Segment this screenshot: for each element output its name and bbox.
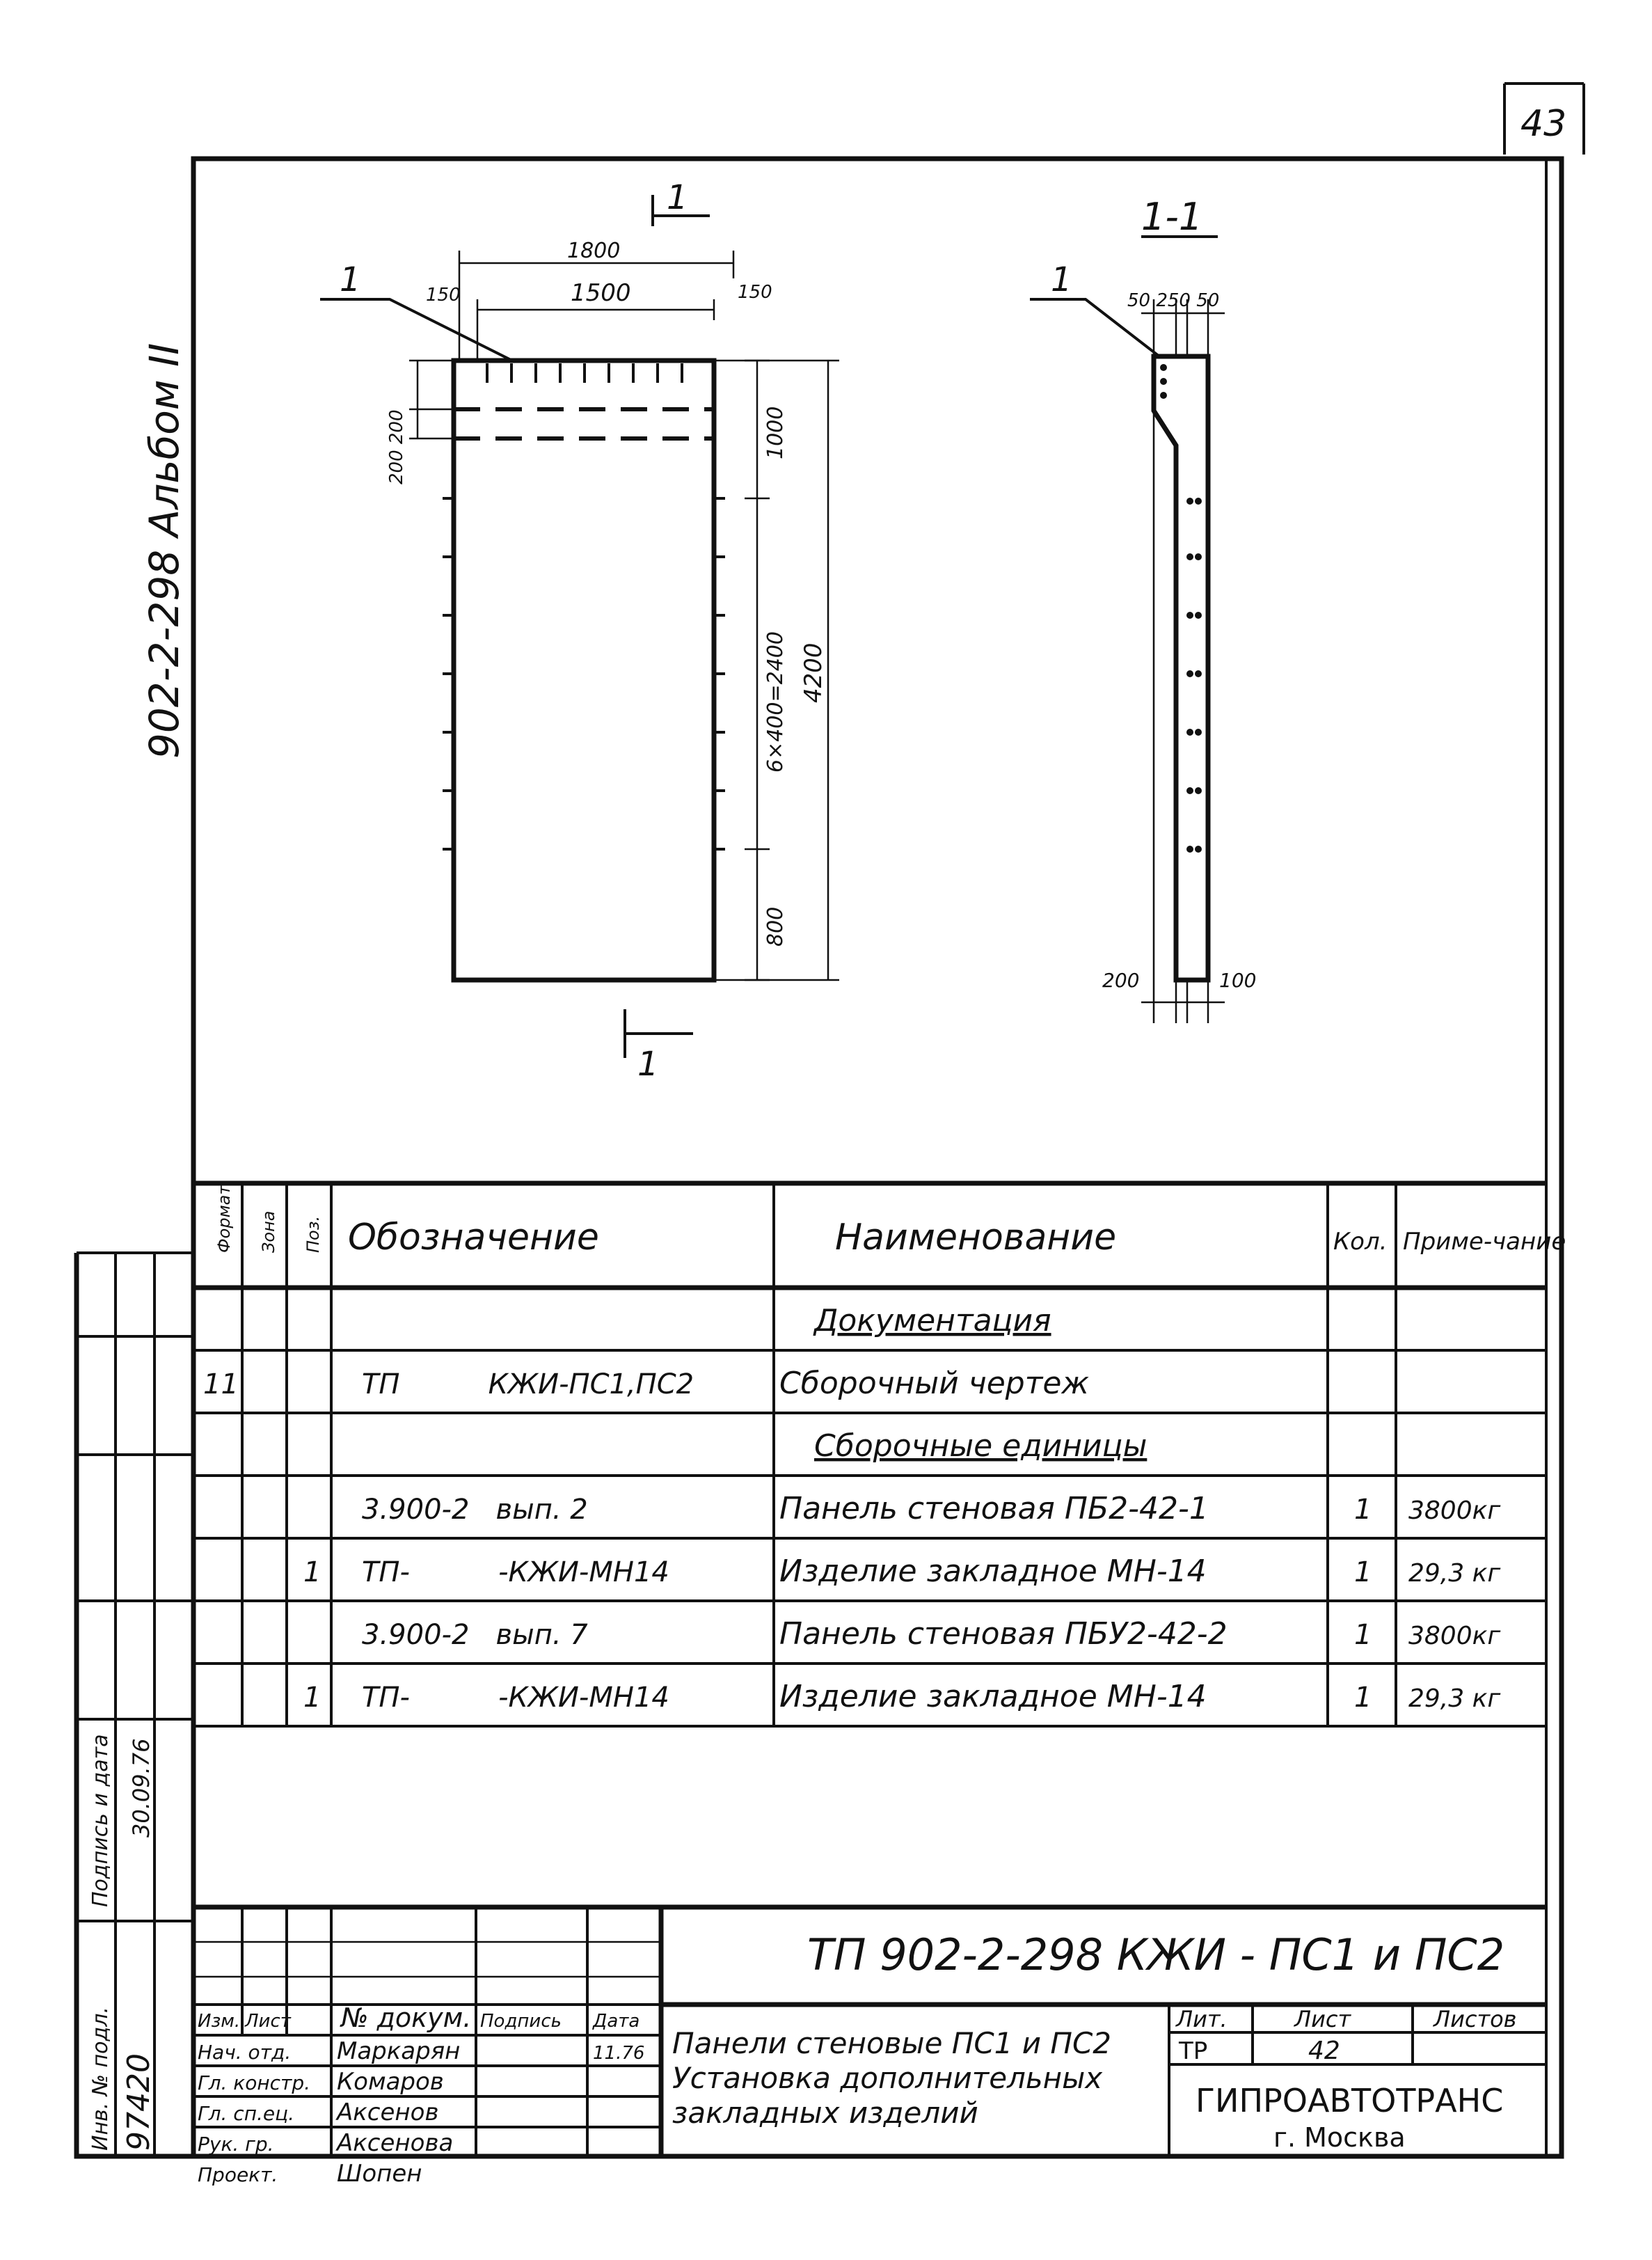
header-zone: Зона <box>259 1210 278 1253</box>
section-dots <box>1160 364 1202 853</box>
spec-cell-name: Изделие закладное МН-14 <box>779 1679 1207 1714</box>
tb-city: г. Москва <box>1273 2122 1406 2153</box>
embedded-items-row <box>487 363 682 383</box>
dim-left-rows: 200 200 <box>386 409 407 484</box>
spec-cell-pos: 1 <box>303 1682 321 1714</box>
spec-cell-note: 29,3 кг <box>1408 1559 1501 1588</box>
staff-rows <box>198 2037 644 2188</box>
spec-cell-note: 3800кг <box>1408 1622 1501 1650</box>
staff-role: Рук. гр. <box>198 2133 274 2156</box>
spec-cell-designation: ТП- -КЖИ-МН14 <box>362 1556 669 1588</box>
staff-name: Аксенов <box>337 2099 439 2126</box>
tb-head-sign: Подпись <box>480 2011 562 2032</box>
dim-section-bottom-right: 100 <box>1219 969 1257 992</box>
header-note: Приме-чание <box>1403 1228 1566 1256</box>
spec-cell-designation: ТП- -КЖИ-МН14 <box>362 1682 669 1714</box>
header-name: Наименование <box>835 1217 1117 1258</box>
callout-1-main: 1 <box>340 260 361 299</box>
tb-org: ГИПРОАВТОТРАНС <box>1196 2082 1504 2119</box>
spec-cell-qty: 1 <box>1354 1556 1372 1588</box>
tb-head-doc: № докум. <box>341 2002 472 2033</box>
spec-rows <box>203 1303 1501 1714</box>
tb-head-date: Дата <box>593 2011 640 2032</box>
stamp-inv-value: 97420 <box>121 2053 157 2151</box>
stamp-sign-value: 30.09.76 <box>128 1738 154 1838</box>
stamp-sign-label: Подпись и дата <box>88 1734 113 1907</box>
staff-name: Комаров <box>337 2068 444 2096</box>
staff-name: Аксенова <box>337 2129 454 2157</box>
spec-cell-name: Панель стеновая ПБ2-42-1 <box>779 1491 1209 1526</box>
staff-date: 11.76 <box>593 2043 645 2064</box>
panel-outline <box>454 361 714 980</box>
spec-cell-name: Изделие закладное МН-14 <box>779 1554 1207 1589</box>
dim-top-band: 1000 <box>763 406 788 459</box>
dim-bottom-band: 800 <box>763 906 788 947</box>
header-format: Формат <box>214 1185 234 1253</box>
callout-1-section: 1 <box>1051 260 1072 299</box>
sheet-number-box <box>1504 84 1584 155</box>
dim-total-height: 4200 <box>800 642 827 703</box>
section-view <box>1030 195 1256 1023</box>
dim-middle-band: 6×400=2400 <box>763 631 788 773</box>
album-label: 902-2-298 Альбом II <box>141 342 188 759</box>
spec-cell-note: 3800кг <box>1408 1496 1501 1525</box>
section-marker-bottom: 1 <box>637 1045 659 1084</box>
spec-cell-note: 29,3 кг <box>1408 1684 1501 1713</box>
section-title: 1-1 <box>1141 195 1203 239</box>
spec-cell-designation: 3.900-2 вып. 7 <box>362 1619 588 1651</box>
header-pos: Поз. <box>303 1215 323 1253</box>
staff-role: Проект. <box>198 2163 278 2186</box>
dim-right-edge: 150 <box>738 282 772 303</box>
staff-name: Маркарян <box>337 2037 461 2065</box>
spec-cell-qty: 1 <box>1354 1682 1372 1714</box>
header-designation: Обозначение <box>348 1217 599 1258</box>
tb-head-list: Лист <box>245 2011 291 2032</box>
panel-main-view <box>320 178 839 1084</box>
spec-cell-name: Сборочные единицы <box>814 1428 1147 1464</box>
stamp-inv-label: Инв. № подл. <box>88 2007 113 2151</box>
tb-desc-line-3: закладных изделий <box>672 2096 978 2130</box>
spec-cell-qty: 1 <box>1354 1619 1372 1651</box>
spec-cell-name: Панель стеновая ПБУ2-42-2 <box>779 1616 1228 1652</box>
section-outline <box>1154 356 1208 980</box>
spec-cell-format: 11 <box>203 1368 239 1400</box>
tb-head-izm: Изм. <box>198 2011 241 2032</box>
title-block <box>193 1907 1546 2188</box>
spec-cell-designation: ТП КЖИ-ПС1,ПС2 <box>362 1368 694 1400</box>
tb-sheets-label: Листов <box>1433 2006 1517 2032</box>
dim-inner-width: 1500 <box>571 279 631 307</box>
dim-section-top: 50 250 50 <box>1127 290 1220 311</box>
section-marker-top: 1 <box>667 178 688 217</box>
spec-cell-designation: 3.900-2 вып. 2 <box>362 1494 588 1526</box>
spec-cell-pos: 1 <box>303 1556 321 1588</box>
dim-overall-width: 1800 <box>567 239 621 263</box>
tb-sheet-value: 42 <box>1308 2037 1340 2065</box>
tb-desc-line-2: Установка дополнительных <box>672 2061 1103 2095</box>
staff-role: Гл. констр. <box>198 2071 311 2094</box>
dim-section-bottom-left: 200 <box>1102 969 1140 992</box>
staff-name: Шопен <box>337 2160 422 2188</box>
spec-cell-name: Документация <box>814 1303 1051 1338</box>
sheet-number: 43 <box>1520 103 1567 145</box>
tb-lit-label: Лит. <box>1176 2006 1228 2032</box>
tb-code: ТП 902-2-298 КЖИ - ПС1 и ПС2 <box>807 1929 1505 1980</box>
spec-cell-name: Сборочный чертеж <box>779 1366 1090 1401</box>
staff-role: Гл. сп.ец. <box>198 2102 295 2125</box>
staff-role: Нач. отд. <box>198 2041 292 2064</box>
spec-cell-qty: 1 <box>1354 1494 1372 1526</box>
tb-desc-line-1: Панели стеновые ПС1 и ПС2 <box>672 2026 1112 2060</box>
tb-sheet-label: Лист <box>1294 2006 1351 2032</box>
dim-left-edge: 150 <box>426 285 461 306</box>
header-qty: Кол. <box>1333 1228 1388 1256</box>
side-stamp <box>77 1253 193 2156</box>
tb-lit-value: ТР <box>1179 2037 1208 2065</box>
